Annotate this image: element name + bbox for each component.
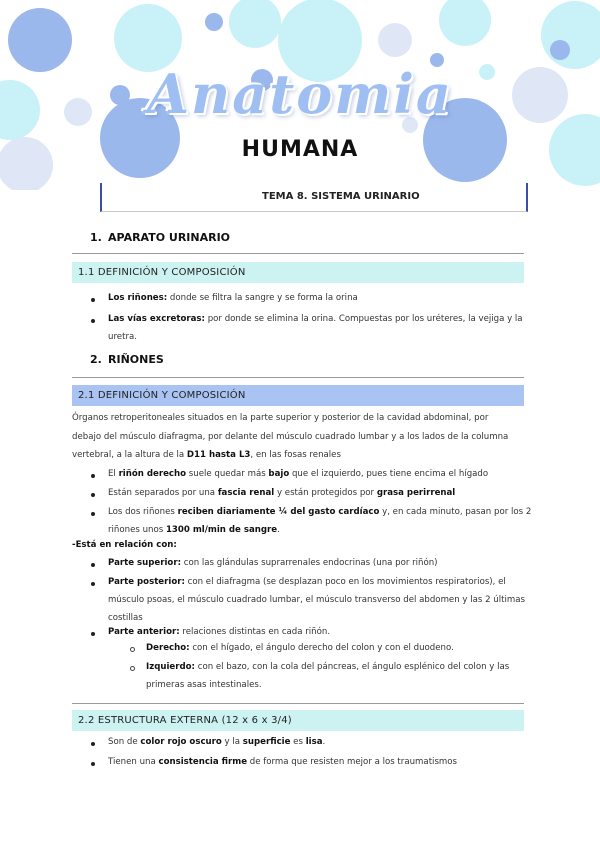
list-item: Parte anterior: relaciones distintas en cada riñón. xyxy=(108,627,331,637)
bullet-icon xyxy=(91,493,95,497)
sub-list-item-continuation: primeras asas intestinales. xyxy=(146,680,262,690)
sub-bullet-icon xyxy=(130,647,135,652)
section-1-1-band xyxy=(72,262,524,283)
relation-heading: -Está en relación con: xyxy=(72,540,177,550)
sub-list-item: Izquierdo: con el bazo, con la cola del páncreas, el ángulo esplénico del colon y las xyxy=(146,662,510,672)
divider xyxy=(72,377,524,378)
list-item: Son de color rojo oscuro y la superficie es lisa. xyxy=(108,737,326,747)
paragraph-line: Órganos retroperitoneales situados en la parte superior y posterior de la cavidad abdominal, por xyxy=(72,413,489,423)
section-2-2-band xyxy=(72,710,524,731)
paragraph-line: debajo del músculo diafragma, por delante del músculo cuadrado lumbar y a los lados de la columna xyxy=(72,432,509,442)
bullet-icon xyxy=(91,762,95,766)
section-1-number: 1. xyxy=(90,231,102,244)
section-2-number: 2. xyxy=(90,353,102,366)
list-item xyxy=(108,290,358,308)
section-1-heading xyxy=(90,231,230,244)
divider xyxy=(72,253,524,254)
bullet-icon xyxy=(91,582,95,586)
list-item: El riñón derecho suele quedar más bajo que el izquierdo, pues tiene encima el hígado xyxy=(108,469,489,479)
list-item-continuation: músculo psoas, el músculo cuadrado lumbar, el músculo transverso del abdomen y las 2 últimas xyxy=(108,595,525,605)
list-item: Parte superior: con las glándulas suprarrenales endocrinas (una por riñón) xyxy=(108,558,438,568)
bullet-icon xyxy=(91,298,95,302)
divider xyxy=(72,703,524,704)
bullet-icon xyxy=(91,512,95,516)
section-2-title: RIÑONES xyxy=(108,353,164,366)
section-1-1-title: 1.1 DEFINICIÓN Y COMPOSICIÓN xyxy=(78,267,246,278)
cover-title: Anatomia xyxy=(147,62,453,126)
list-item-continuation: uretra. xyxy=(108,332,137,342)
bullet-icon xyxy=(91,632,95,636)
bullet-icon xyxy=(91,474,95,478)
paragraph-line: vertebral, a la altura de la D11 hasta L3, en las fosas renales xyxy=(72,450,341,460)
cover-subtitle: HUMANA xyxy=(241,137,359,162)
list-item xyxy=(108,311,523,329)
bullet-icon xyxy=(91,742,95,746)
section-1-title: APARATO URINARIO xyxy=(108,231,231,244)
tema-title: TEMA 8. SISTEMA URINARIO xyxy=(262,191,420,202)
bullet-icon xyxy=(91,319,95,323)
section-2-2-title: 2.2 ESTRUCTURA EXTERNA (12 x 6 x 3/4) xyxy=(78,715,292,726)
list-item: Están separados por una fascia renal y están protegidos por grasa perirrenal xyxy=(108,488,456,498)
item-text: por donde se elimina la orina. Compuestas por los uréteres, la vejiga y la xyxy=(204,314,523,324)
item-term: Los riñones: xyxy=(108,293,168,303)
list-item-continuation: riñones unos 1300 ml/min de sangre. xyxy=(108,525,280,535)
sub-list-item: Derecho: con el hígado, el ángulo derecho del colon y con el duodeno. xyxy=(146,643,454,653)
bullet-icon xyxy=(91,563,95,567)
list-item: Parte posterior: con el diafragma (se desplazan poco en los movimientos respiratorios), el xyxy=(108,577,506,587)
section-2-heading xyxy=(90,353,164,366)
item-term: Las vías excretoras: xyxy=(108,314,205,324)
sub-bullet-icon xyxy=(130,666,135,671)
list-item-continuation: costillas xyxy=(108,613,143,623)
list-item: Tienen una consistencia firme de forma que resisten mejor a los traumatismos xyxy=(108,757,458,767)
section-2-1-band xyxy=(72,385,524,406)
section-2-1-title: 2.1 DEFINICIÓN Y COMPOSICIÓN xyxy=(78,390,246,401)
item-text: donde se filtra la sangre y se forma la orina xyxy=(167,293,358,303)
list-item: Los dos riñones reciben diariamente ¼ del gasto cardíaco y, en cada minuto, pasan por los 2 xyxy=(108,507,532,517)
